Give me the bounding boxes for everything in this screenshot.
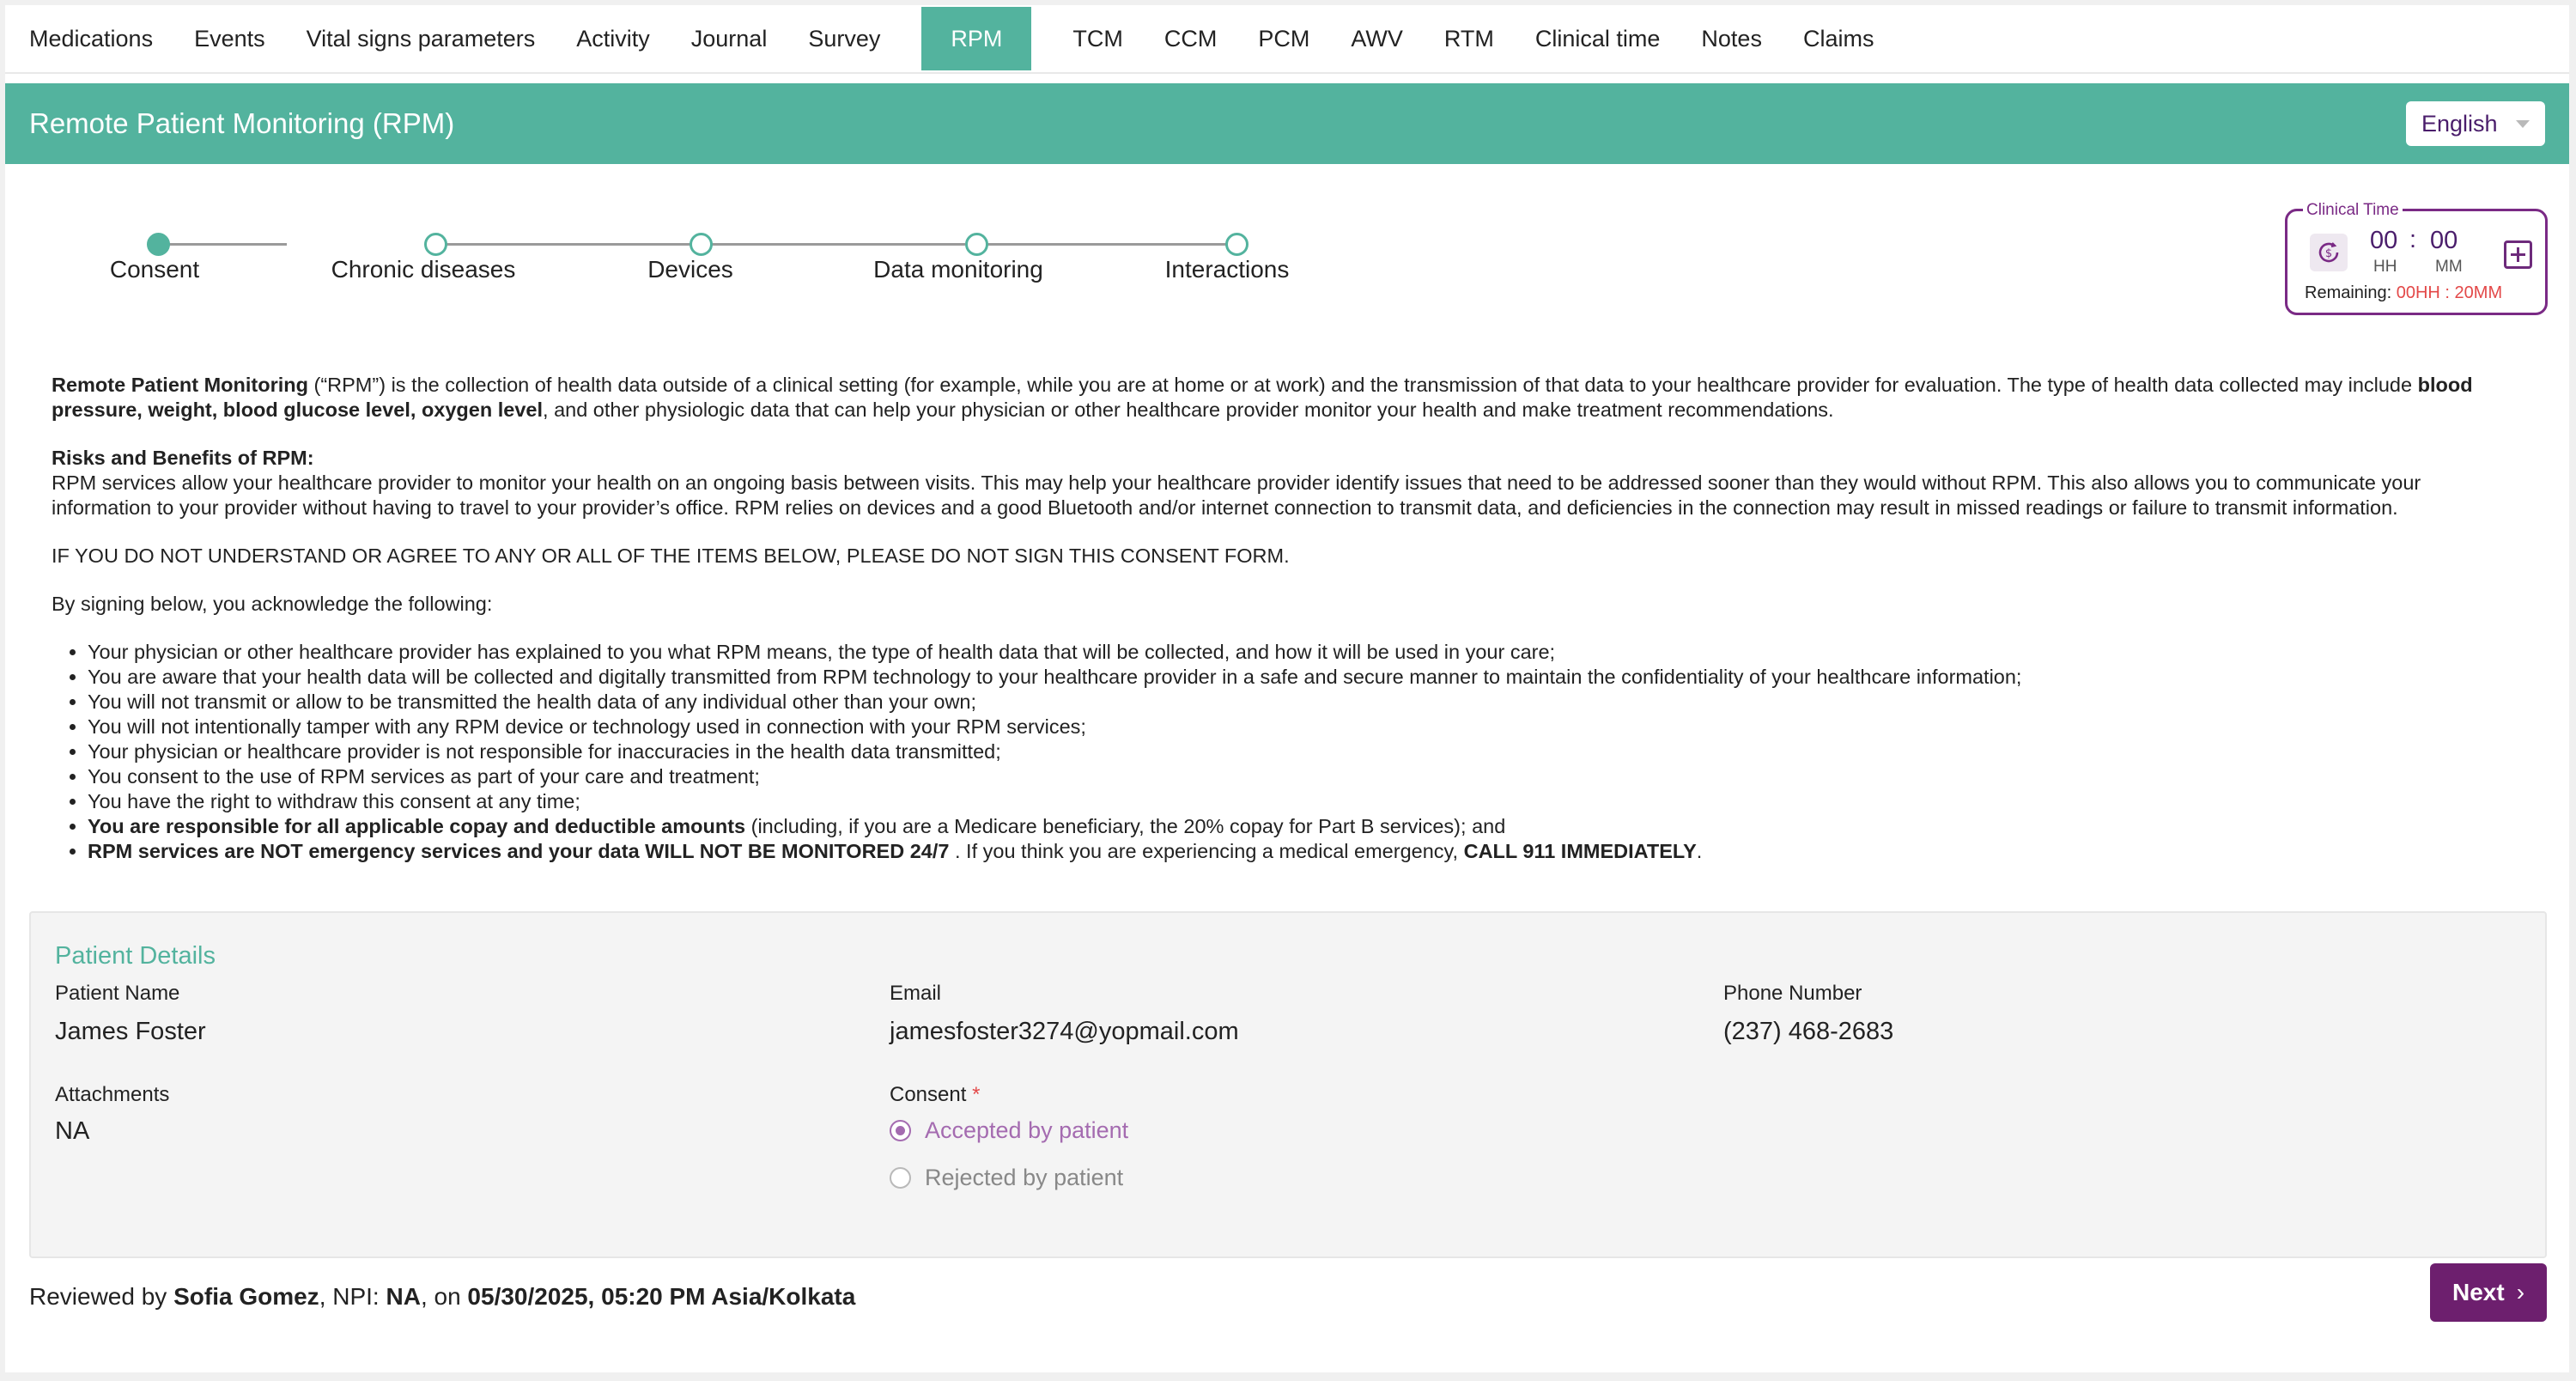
reviewed-datetime: 05/30/2025, 05:20 PM Asia/Kolkata	[467, 1283, 856, 1310]
tab-journal[interactable]: Journal	[690, 25, 768, 52]
tab-rtm[interactable]: RTM	[1443, 25, 1494, 52]
copay-bold: You are responsible for all applicable copay and deductible amounts	[88, 815, 746, 837]
phone-label: Phone Number	[1723, 982, 1862, 1005]
tab-activity[interactable]: Activity	[576, 25, 650, 52]
tab-ccm[interactable]: CCM	[1163, 25, 1218, 52]
hours-unit-label: HH	[2373, 258, 2397, 276]
patient-details-panel	[29, 911, 2547, 1258]
consent-accepted-option[interactable]	[890, 1117, 1128, 1144]
clinical-time-remaining	[2305, 283, 2502, 303]
emergency-bold: RPM services are NOT emergency services and your data WILL NOT BE MONITORED 24/7	[88, 840, 950, 862]
call-911-bold: CALL 911 IMMEDIATELY	[1463, 840, 1697, 862]
top-nav-tabs	[5, 5, 2569, 74]
rpm-page	[5, 5, 2569, 1372]
attachments-value: NA	[55, 1117, 90, 1145]
tab-survey[interactable]: Survey	[808, 25, 881, 52]
step-dot-consent[interactable]	[147, 233, 170, 256]
chevron-down-icon	[2516, 120, 2530, 128]
step-dot-interactions[interactable]	[1225, 233, 1249, 256]
list-item: • Your physician or other healthcare provider has explained to you what RPM means, the type of health data that will be collected, and how it will be used in your care;	[88, 640, 2524, 665]
tab-clinical-time[interactable]: Clinical time	[1534, 25, 1661, 52]
step-connector	[158, 243, 287, 246]
next-button-label: Next	[2451, 1279, 2505, 1305]
remaining-value: 00HH : 20MM	[2396, 283, 2503, 302]
radio-accepted[interactable]	[890, 1120, 911, 1141]
tab-claims[interactable]: Claims	[1802, 25, 1874, 52]
tab-medications[interactable]: Medications	[29, 25, 154, 52]
intro-end: , and other physiologic data that can help your physician or other healthcare provider monitor your health and make treatment recommendations.	[543, 398, 1834, 421]
consent-rejected-option[interactable]	[890, 1165, 1123, 1191]
tab-events[interactable]: Events	[194, 25, 265, 52]
required-asterisk: *	[972, 1083, 981, 1106]
tab-vital-signs-parameters[interactable]: Vital signs parameters	[306, 25, 536, 52]
tab-notes[interactable]: Notes	[1701, 25, 1762, 52]
radio-rejected[interactable]	[890, 1167, 911, 1189]
clinical-time-legend: Clinical Time	[2303, 201, 2403, 220]
patient-details-title: Patient Details	[55, 942, 216, 970]
npi-prefix: , NPI:	[319, 1283, 386, 1310]
on-prefix: , on	[420, 1283, 468, 1310]
list-item: • You will not intentionally tamper with any RPM device or technology used in connection with your RPM services;	[88, 715, 2524, 739]
consent-intro	[52, 373, 2524, 423]
tab-awv[interactable]: AWV	[1351, 25, 1403, 52]
step-dot-devices[interactable]	[690, 233, 713, 256]
step-connector	[710, 243, 965, 246]
page-header	[5, 83, 2569, 164]
step-label-data-monitoring: Data monitoring	[873, 256, 1043, 283]
consent-text	[52, 373, 2524, 864]
intro-bold-data-types: blood pressure, weight, blood glucose level, oxygen level	[52, 374, 2473, 421]
tab-tcm[interactable]: TCM	[1072, 25, 1123, 52]
consent-stepper	[5, 220, 1345, 297]
patient-name-label: Patient Name	[55, 982, 180, 1005]
email-label: Email	[890, 982, 942, 1005]
clinical-time-hours: 00	[2370, 227, 2398, 254]
emergency-text: . If you think you are experiencing a medical emergency,	[949, 840, 1464, 862]
clinical-time-separator: :	[2409, 226, 2417, 253]
clinical-time-minutes: 00	[2430, 227, 2458, 254]
consent-acknowledge: By signing below, you acknowledge the following:	[52, 593, 493, 615]
attachments-label: Attachments	[55, 1083, 170, 1106]
reviewed-prefix: Reviewed by	[29, 1283, 174, 1310]
step-label-consent: Consent	[109, 256, 200, 283]
tab-rpm[interactable]: RPM	[921, 7, 1031, 70]
list-item: • You have the right to withdraw this consent at any time;	[88, 789, 2524, 814]
chevron-right-icon: ›	[2516, 1279, 2525, 1305]
intro-bold: Remote Patient Monitoring	[52, 374, 308, 396]
step-label-chronic-diseases: Chronic diseases	[331, 256, 516, 283]
list-item	[88, 814, 2524, 839]
npi-value: NA	[386, 1283, 421, 1310]
remaining-label: Remaining:	[2305, 283, 2392, 302]
risks-body: RPM services allow your healthcare provider to monitor your health on an ongoing basis between visits. This may help your healthcare provider identify issues that need to be addressed sooner than they would without RPM. This also allows you to communicate your information to your provider without having to travel to your provider’s office. RPM relies on devices and a good Bluetooth and/or internet connection to transmit data, and deficiencies in the connection may result in missed readings or failure to transmit information.	[52, 471, 2421, 519]
risks-section	[52, 446, 2524, 520]
consent-rejected-label: Rejected by patient	[925, 1165, 1124, 1190]
step-connector	[439, 243, 691, 246]
reviewer-name: Sofia Gomez	[173, 1283, 319, 1310]
reviewed-by-line	[29, 1283, 855, 1311]
list-item: • You consent to the use of RPM services as part of your care and treatment;	[88, 764, 2524, 789]
list-item: • You will not transmit or allow to be transmitted the health data of any individual other than your own;	[88, 690, 2524, 715]
email-value: jamesfoster3274@yopmail.com	[890, 1018, 1239, 1045]
list-item	[88, 839, 2524, 864]
consent-accepted-label: Accepted by patient	[925, 1117, 1129, 1143]
phone-value: (237) 468-2683	[1723, 1018, 1894, 1045]
language-select[interactable]	[2406, 101, 2545, 146]
language-selected-value: English	[2421, 110, 2498, 137]
tab-pcm[interactable]: PCM	[1258, 25, 1310, 52]
minutes-unit-label: MM	[2435, 258, 2463, 276]
emergency-end: .	[1696, 840, 1703, 862]
clinical-time-widget	[2285, 201, 2548, 315]
add-time-icon[interactable]	[2504, 240, 2532, 269]
step-dot-data-monitoring[interactable]	[965, 233, 988, 256]
patient-name-value: James Foster	[55, 1018, 206, 1045]
page-title: Remote Patient Monitoring (RPM)	[29, 107, 455, 139]
consent-label-text: Consent	[890, 1083, 967, 1106]
consent-label	[890, 1083, 980, 1107]
svg-text:$: $	[2324, 247, 2333, 260]
next-button[interactable]	[2430, 1263, 2547, 1322]
consent-warning: IF YOU DO NOT UNDERSTAND OR AGREE TO ANY OR ALL OF THE ITEMS BELOW, PLEASE DO NOT SIGN THIS CONSENT FORM.	[52, 544, 1290, 567]
list-item: • Your physician or healthcare provider is not responsible for inaccuracies in the health data transmitted;	[88, 739, 2524, 764]
step-label-devices: Devices	[647, 256, 733, 283]
copay-text: (including, if you are a Medicare beneficiary, the 20% copay for Part B services); and	[745, 815, 1506, 837]
timer-billing-icon[interactable]	[2310, 234, 2348, 271]
acknowledgement-list	[88, 640, 2524, 864]
step-connector	[985, 243, 1229, 246]
step-label-interactions: Interactions	[1164, 256, 1290, 283]
intro-text: (“RPM”) is the collection of health data outside of a clinical setting (for example, while you are at home or at work) and the transmission of that data to your healthcare provider for evaluation. The type of health data collected may include	[307, 374, 2418, 396]
step-dot-chronic-diseases[interactable]	[424, 233, 447, 256]
list-item: • You are aware that your health data will be collected and digitally transmitted from RPM technology to your healthcare provider in a safe and secure manner to maintain the confidentiality of your healthcare information;	[88, 665, 2524, 690]
risks-title: Risks and Benefits of RPM:	[52, 447, 314, 469]
